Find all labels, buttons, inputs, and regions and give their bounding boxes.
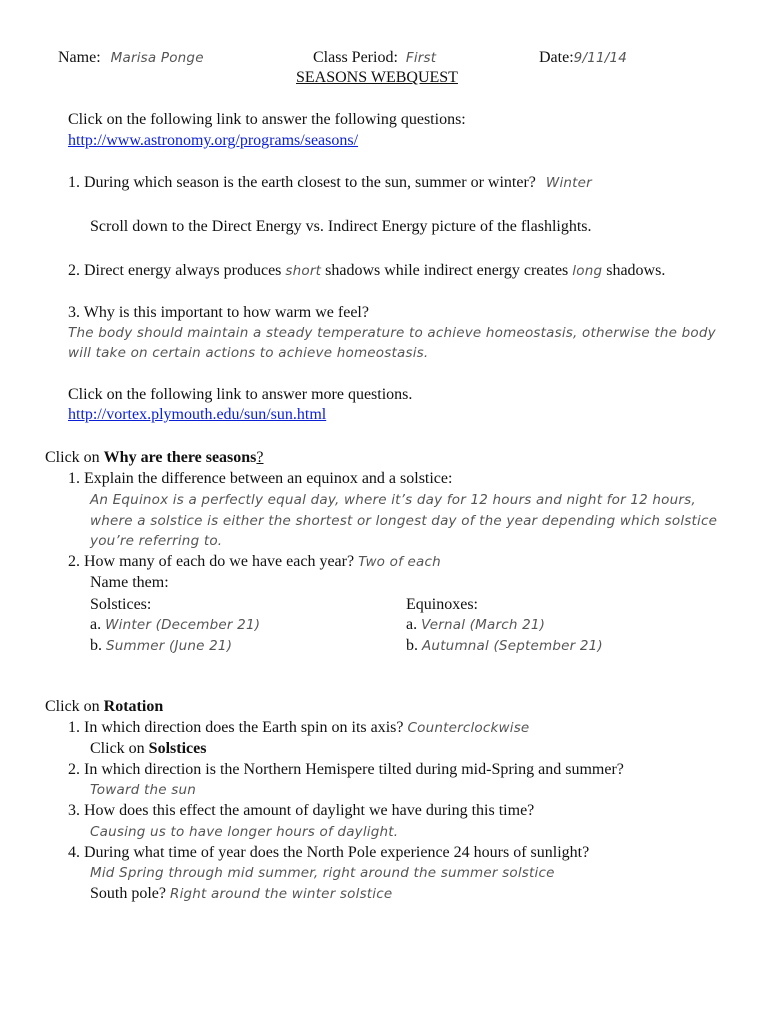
seasons-topic: Why are there seasons (103, 449, 257, 466)
question-text: 2. How many of each do we have each year? (68, 553, 355, 570)
name-them-label: Name them: (90, 574, 169, 591)
date-value: 9/11/14 (573, 50, 628, 66)
rotation-q4: 4. During what time of year does the North Pole experience 24 hours of sunlight? (68, 844, 590, 861)
rotation-a3: Causing us to have longer hours of daylight. (90, 824, 399, 840)
answer-text: Counterclockwise (407, 720, 530, 736)
name-field (58, 48, 204, 68)
question-text: 1. In which direction does the Earth spin on its axis? (68, 719, 404, 736)
answer-text: long (572, 263, 603, 279)
click-on-label: Click on (45, 449, 100, 466)
solstice-a (90, 615, 260, 635)
question-text: 1. During which season is the earth closest to the sun, summer or winter? (68, 174, 536, 191)
seasons-a1-line3: you’re referring to. (90, 533, 223, 549)
seasons-q2 (68, 552, 441, 572)
part1-a3-line2: will take on certain actions to achieve homeostasis. (68, 345, 429, 361)
equinox-a (406, 615, 545, 635)
astronomy-link-wrap (68, 131, 358, 151)
answer-text: Winter (545, 175, 592, 191)
item-letter: b. (90, 637, 102, 654)
question-text: shadows while indirect energy creates (325, 262, 569, 279)
date-label: Date: (539, 49, 574, 66)
answer-text: Summer (June 21) (106, 638, 233, 654)
question-mark: ? (256, 449, 264, 466)
part1-q2 (68, 261, 665, 281)
date-field (539, 48, 627, 68)
seasons-a1-line2: where a solstice is either the shortest or longest day of the year depending which solstice (90, 513, 718, 529)
rotation-q3: 3. How does this effect the amount of daylight we have during this time? (68, 802, 535, 819)
plymouth-link-wrap (68, 405, 326, 425)
page-title: SEASONS WEBQUEST (296, 69, 458, 86)
item-letter: a. (406, 616, 418, 633)
rotation-a4: Mid Spring through mid summer, right around the summer solstice (90, 865, 555, 881)
rotation-a2: Toward the sun (90, 782, 196, 798)
click-on-label: Click on (45, 698, 100, 715)
seasons-heading (45, 448, 264, 468)
class-period-label: Class Period: (313, 49, 398, 66)
answer-text: Autumnal (September 21) (422, 638, 603, 654)
question-text: 2. Direct energy always produces (68, 262, 282, 279)
click-on-label: Click on (90, 740, 145, 757)
seasons-a1-line1: An Equinox is a perfectly equal day, where it’s day for 12 hours and night for 12 hours, (90, 492, 696, 508)
name-label: Name: (58, 49, 101, 66)
name-value: Marisa Ponge (110, 50, 204, 66)
part1-intro: Click on the following link to answer the following questions: (68, 111, 466, 128)
question-text: shadows. (606, 262, 666, 279)
solstices-heading (90, 739, 206, 759)
part1-q3: 3. Why is this important to how warm we feel? (68, 304, 369, 321)
south-pole-line (90, 884, 392, 904)
part1-q1 (68, 173, 592, 193)
answer-text: Right around the winter solstice (170, 886, 393, 902)
item-letter: a. (90, 616, 102, 633)
solstices-label: Solstices: (90, 596, 152, 613)
part2-intro: Click on the following link to answer more questions. (68, 386, 413, 403)
solstice-b (90, 636, 232, 656)
item-letter: b. (406, 637, 418, 654)
solstices-topic: Solstices (148, 740, 207, 757)
answer-text: Vernal (March 21) (421, 617, 546, 633)
equinoxes-label: Equinoxes: (406, 596, 478, 613)
rotation-heading (45, 697, 163, 717)
rotation-topic: Rotation (103, 698, 164, 715)
class-period-value: First (405, 50, 437, 66)
answer-text: Two of each (358, 554, 441, 570)
answer-text: Winter (December 21) (105, 617, 261, 633)
part1-a3-line1: The body should maintain a steady temperature to achieve homeostasis, otherwise the body (68, 325, 716, 341)
seasons-q1: 1. Explain the difference between an equinox and a solstice: (68, 470, 453, 487)
equinox-b (406, 636, 603, 656)
answer-text: short (285, 263, 322, 279)
rotation-q1 (68, 718, 529, 738)
astronomy-link[interactable]: http://www.astronomy.org/programs/seasons/ (68, 132, 359, 149)
class-period-field (313, 48, 436, 68)
plymouth-link[interactable]: http://vortex.plymouth.edu/sun/sun.html (68, 406, 327, 423)
south-pole-label: South pole? (90, 885, 166, 902)
part1-scroll-instruction: Scroll down to the Direct Energy vs. Indirect Energy picture of the flashlights. (90, 218, 592, 235)
rotation-q2: 2. In which direction is the Northern Hemispere tilted during mid-Spring and summer? (68, 761, 624, 778)
